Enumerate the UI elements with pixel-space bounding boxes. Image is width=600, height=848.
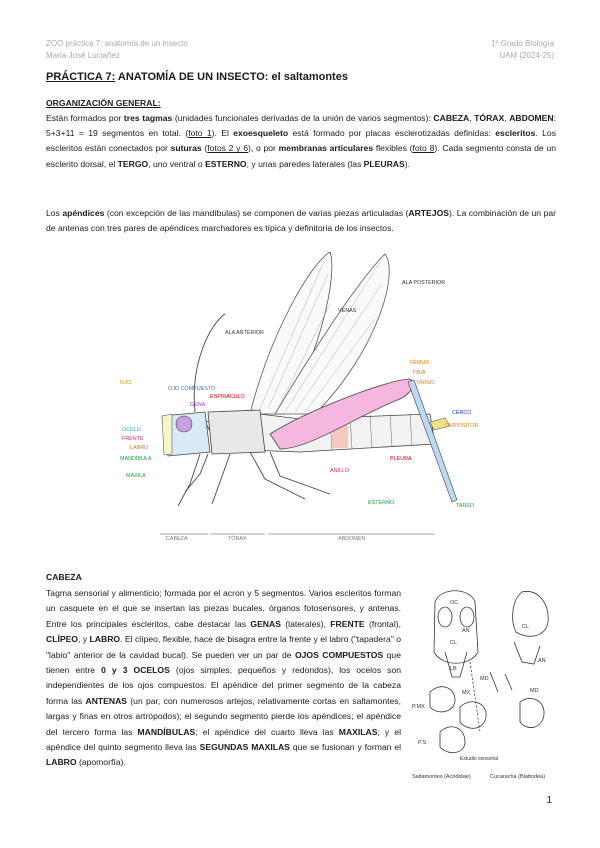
svg-text:MD: MD [480,676,489,682]
page-number: 1 [546,795,552,806]
svg-text:CL: CL [450,640,458,646]
page-title [46,71,348,83]
label-abdomen-bracket: ABDOMEN [338,536,366,542]
label-venas: VENAS [338,308,357,314]
header-right [491,38,554,62]
svg-text:OC: OC [450,600,459,606]
header-course: ZOO práctica 7: anatomía de un insecto [46,39,188,48]
grasshopper-eye [438,607,452,627]
section-heading-cabeza: CABEZA [46,572,82,582]
caption-cucaracha: Cucaracha (Blattodea) [490,774,546,780]
label-ala-posterior: ALA POSTERIOR [402,280,446,286]
label-ovipositor: OVIPOSITOR [445,423,479,429]
pronotum-shape [208,410,265,454]
svg-text:CL: CL [522,624,530,630]
label-ojo: OJO [120,380,132,386]
label-tarso: TARSO [456,503,475,509]
svg-text:MD: MD [530,688,539,694]
head-anatomy-figure [410,582,560,782]
label-torax-bracket: TÓRAX [228,536,247,542]
label-cerco: CERCO [452,410,472,416]
label-esterno: ESTERNO [368,500,395,506]
label-femur: FÉMUR [410,360,430,366]
label-pleura: PLEURA [390,456,412,462]
label-labro: LABRO [130,445,149,451]
label-espiraculo: ESPIRÁCULO [210,394,245,400]
svg-text:P.MX: P.MX [412,704,425,710]
paragraph-apendices: Los apéndices (con excepción de las mandíbulas) se componen de varias piezas articuladas (ARTEJOS). La combinación de un par de antenas con tres pares de apéndices marchadores es típica y definitoria de los insectos. [46,208,556,234]
header-author: María José Luciañez [46,51,120,60]
grasshopper-diagram [100,244,500,544]
cockroach-head-outline [513,591,549,636]
paragraph-cabeza: Tagma sensorial y alimenticio; formada por el acron y 5 segmentos. Varios escleritos forman un casquete en el que se insertan las piezas bucales, órganos fotosensores, y antenas. Entre los principales escleritos, cabe destacar las GENAS (laterales), FRENTE (frontal), CLÍPEO, y LABRO. El clípeo, flexible, hace de bisagra entre la frente y el labro ("tapadera" o "labio" anterior de la cavidad bucal). Se pueden ver un par de OJOS COMPUESTOS que tienen entre 0 y 3 OCELOS (ojos simples, pequeños y redondos), los ocelos son independientes de los ojos compuestos. El apéndice del primer segmento de la cabeza forma las ANTENAS (un par, con numerosos artejos, relativamente cortas en saltamontes, largas y finas en otros artrópodos); el segundo segmento pierde los apéndices; el apéndice del tercero forma las MANDÍBULAS; el apéndice del cuarto lleva las MAXILAS; y el apéndice del quinto segmento lleva las SEGUNDAS MAXILAS que se fusionan y forman el LABRO (apomorfía). [46,588,402,768]
label-anillo: ANILLO [330,468,350,474]
label-tarso-top: TARSO [416,380,435,386]
svg-text:AN: AN [462,628,470,634]
label-mandibula: MANDÍBULA [120,456,152,462]
svg-text:LB: LB [450,666,457,672]
label-gena: GENA [190,402,206,408]
label-cabeza-bracket: CABEZA [166,536,188,542]
link-foto1[interactable]: foto 1 [188,128,212,139]
label-ojo-compuesto: OJO COMPUESTO [168,386,216,392]
legs [178,452,330,506]
frons-shape [162,414,172,455]
label-ocelo: OCELO [122,427,141,433]
svg-text:MX: MX [462,690,471,696]
caption-saltamontes: Saltamontes (Acrididae) [412,774,471,780]
svg-text:P.S: P.S [418,740,427,746]
svg-text:AN: AN [538,658,546,664]
link-fotos-2-6[interactable]: fotos 2 y 6 [207,143,248,154]
header-degree: 1º Grado Biología [491,39,554,48]
label-maxila: MAXILA [126,473,146,479]
label-ala-anterior: ALA ANTERIOR [225,330,264,336]
compound-eye-shape [176,416,192,432]
paragraph-organizacion: Están formados por tres tagmas (unidades funcionales derivadas de la unión de varios segmentos): CABEZA, TÓRAX, ABDOMEN: 5+3+11 = 19 segmentos en total. (foto 1). El exoesqueleto está formado por placas esclerotizadas definidas: escleritos. Los escleritos están conectados por suturas (fotos 2 y 6), o por membranas articulares flexibles (foto 8). Cada segmento consta de un esclerito dorsal, el TERGO, uno ventral o ESTERNO, y unas paredes laterales (las PLEURAS). [46,113,557,169]
label-frente: FRENTE [122,436,144,442]
title-rest: ANATOMÍA DE UN INSECTO: el saltamontes [115,71,348,83]
link-foto8[interactable]: foto 8 [412,143,435,154]
section-heading-organizacion: ORGANIZACIÓN GENERAL: [46,98,161,108]
title-prefix: PRÁCTICA 7: [46,71,116,83]
svg-text:Estudio sensorial: Estudio sensorial [460,756,499,762]
header-university: UAM (2024-25) [499,51,554,60]
label-tibia: TIBIA [412,370,426,376]
header-left [46,38,188,62]
